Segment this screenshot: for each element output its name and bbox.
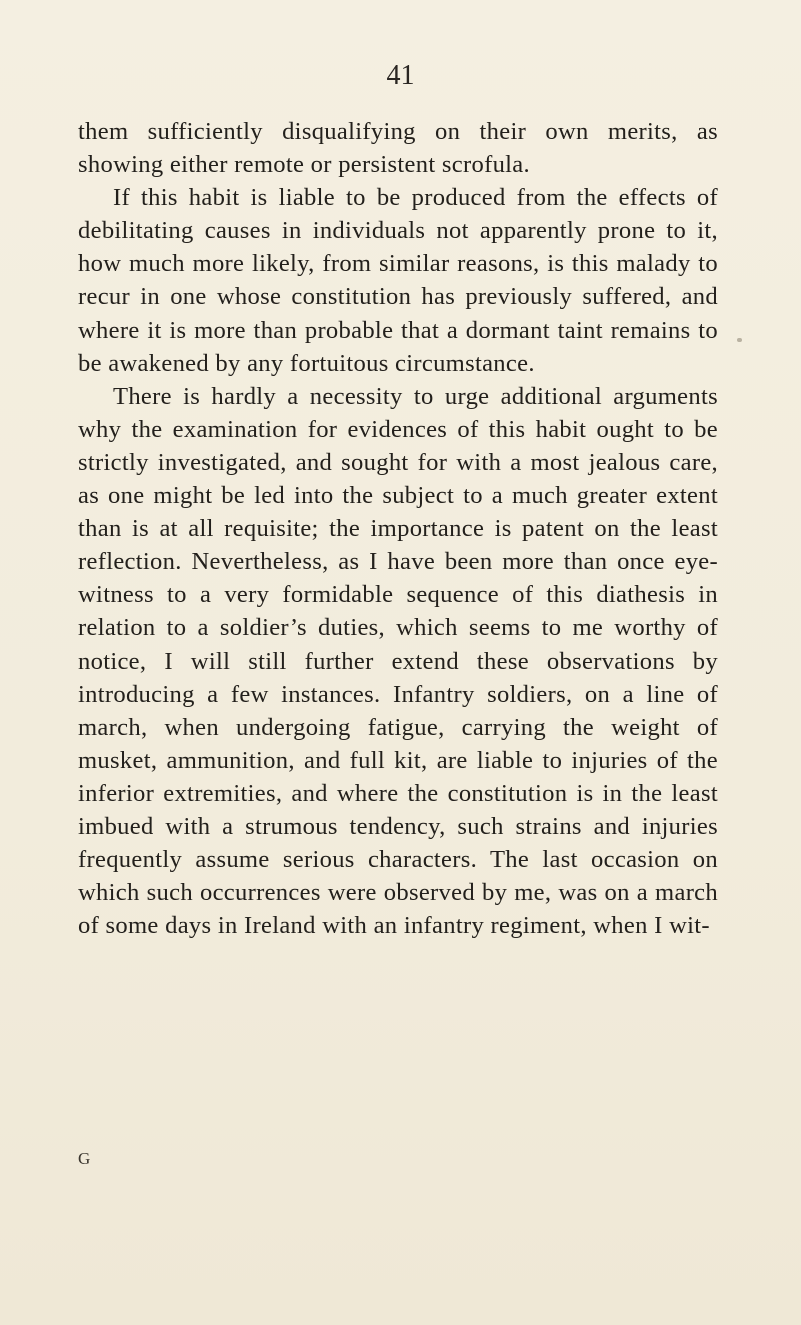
paragraph-1: them sufficiently disqualifying on their own merits, as showing either remote or persistent scrofula. (78, 118, 718, 179)
page-number: 41 (386, 60, 415, 91)
paragraph-2: If this habit is liable to be produced from the effects of debilitating causes in individuals not apparently prone to it, how much more likely, from similar reasons, is this malady to recur in one whose constitution has previously suffered, and where it is more than probable that a dormant taint remains to be awakened by any fortuitous circumstance. (78, 184, 718, 377)
signature-mark: G (78, 1149, 91, 1168)
paragraph-3: There is hardly a necessity to urge additional arguments why the examination for evidences of this habit ought to be strictly investigated, and sought for with a most jealous care, as one might be led into the subject to a much greater extent than is at all requisite; the importance is patent on the least reflection. Nevertheless, as I have been more than once eye-witness to a very formidable sequence of this diathesis in relation to a soldier’s duties, which seems to me worthy of notice, I will still further extend these observations by introducing a few instances. Infantry soldiers, on a line of march, when undergoing fatigue, carrying the weight of musket, ammunition, and full kit, are liable to injuries of the inferior extremities, and where the constitution is in the least imbued with a strumous tendency, such strains and injuries frequently assume serious characters. The last occasion on which such occurrences were observed by me, was on a march of some days in Ireland with an infantry regiment, when I wit- (78, 382, 718, 940)
body-text (78, 115, 718, 942)
paper-speck (737, 338, 742, 342)
